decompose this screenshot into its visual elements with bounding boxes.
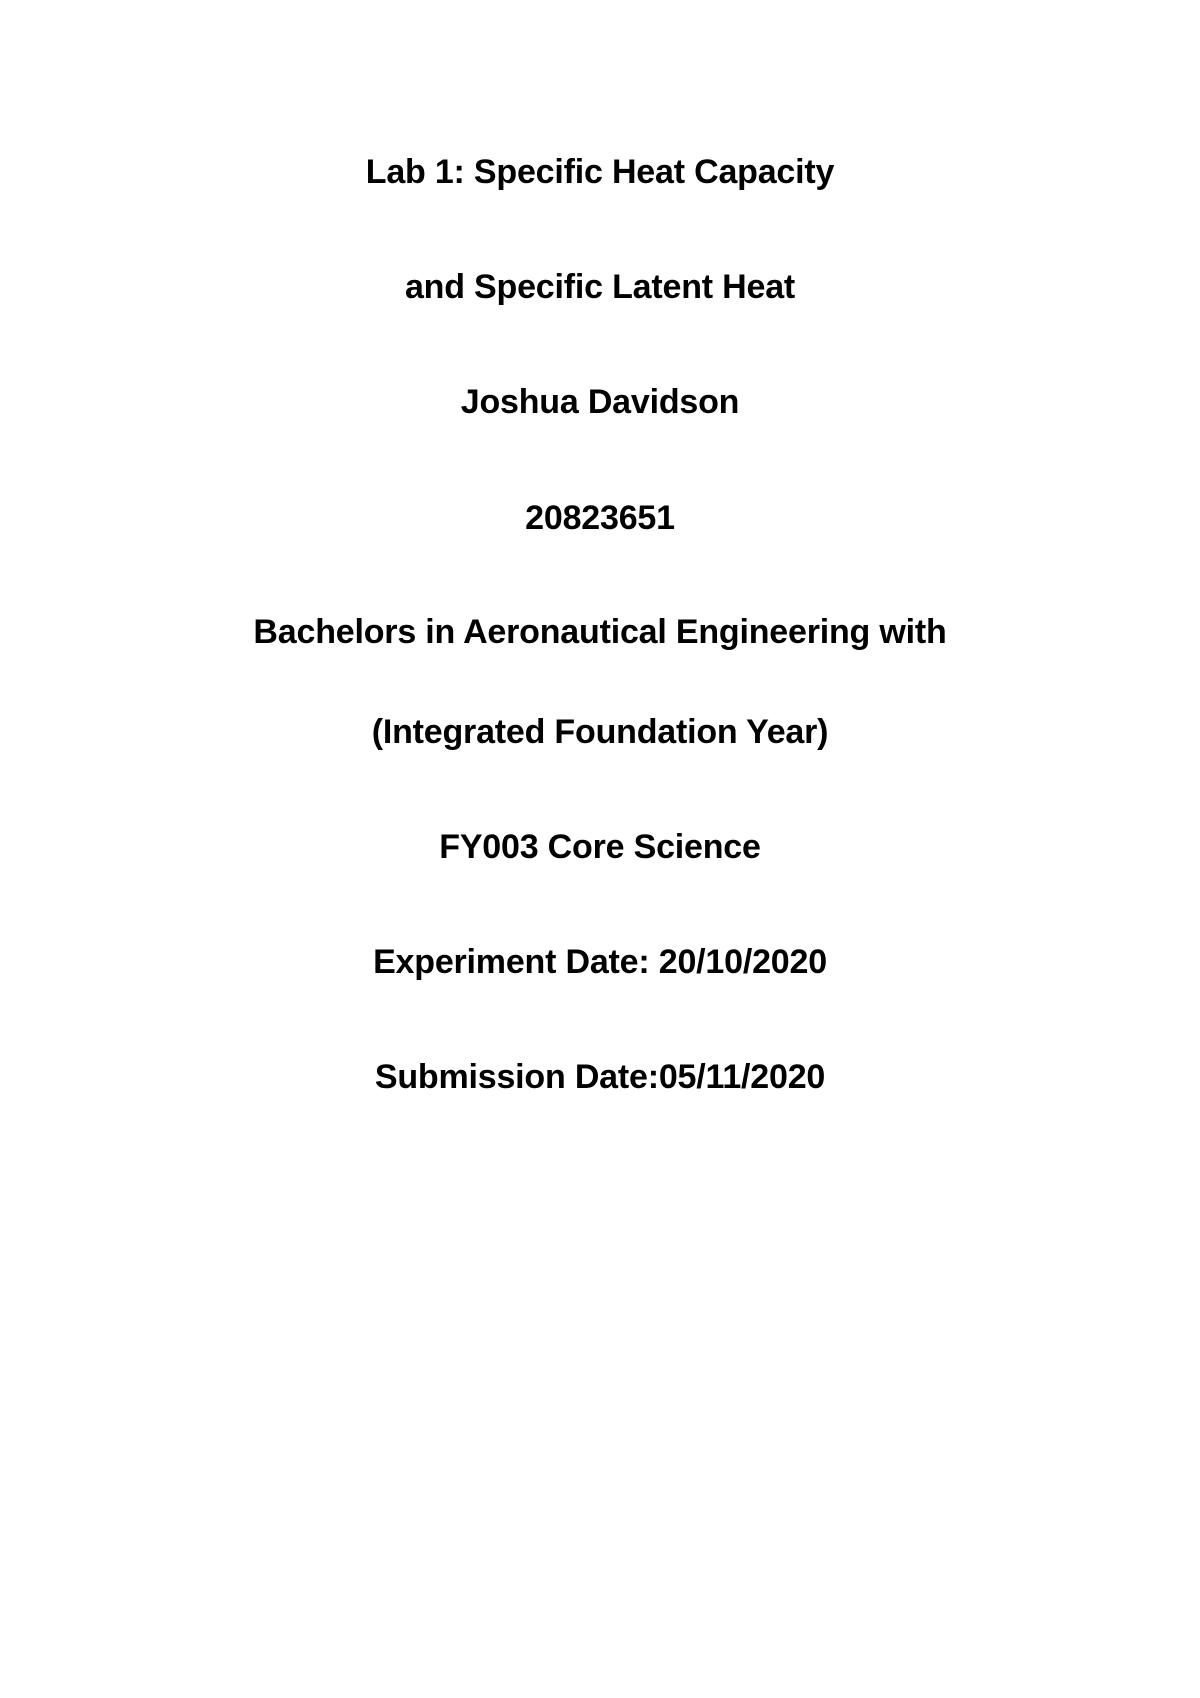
degree-line-2: (Integrated Foundation Year) — [371, 713, 829, 751]
author-name: Joshua Davidson — [460, 383, 740, 421]
degree-line-1: Bachelors in Aeronautical Engineering with — [253, 613, 947, 651]
module-name: FY003 Core Science — [439, 828, 761, 866]
submission-date: Submission Date:05/11/2020 — [374, 1058, 826, 1096]
experiment-date: Experiment Date: 20/10/2020 — [373, 943, 827, 981]
report-title-line-1: Lab 1: Specific Heat Capacity — [365, 153, 835, 191]
report-title-line-2: and Specific Latent Heat — [404, 268, 796, 306]
student-id: 20823651 — [525, 499, 675, 537]
